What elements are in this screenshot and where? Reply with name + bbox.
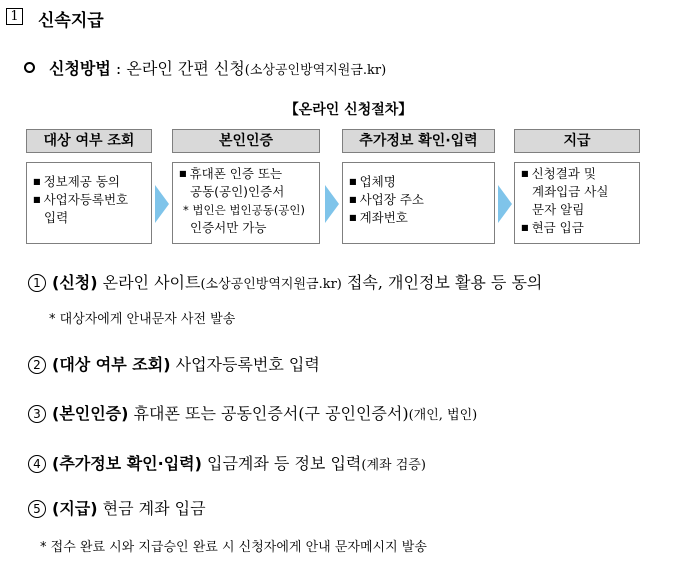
step-line: ■ 사업자등록번호 [33,191,145,209]
step-head-identity: 본인인증 [172,129,320,153]
circled-number: 1 [28,274,46,292]
step-item-identity [28,401,477,424]
process-title: 【온라인 신청절차】 [284,102,413,118]
step-note: * 법인은 법인공동(공인) [183,203,306,217]
step-line: 인증서만 가능 [190,220,267,235]
circled-number: 4 [28,455,46,473]
step-head-payment: 지급 [514,129,640,153]
section-number-box: 1 [6,8,23,25]
circled-number: 2 [28,356,46,374]
chevron-right-icon [498,185,512,223]
chevron-right-icon [155,185,169,223]
item-small: (개인, 법인) [408,408,478,423]
item-label: (추가정보 확인·입력) [52,454,202,473]
hollow-circle-bullet-icon [24,62,35,73]
method-label: 신청방법 [49,59,111,78]
step-line: 계좌입금 사실 [532,184,609,199]
step-head-eligibility: 대상 여부 조회 [26,129,152,153]
item-text: 온라인 사이트 [102,273,201,292]
step-line: ■ 업체명 [349,173,488,191]
item-text: 현금 계좌 입금 [102,499,206,518]
circled-number: 5 [28,500,46,518]
item-text: 입금계좌 등 정보 입력 [207,454,362,473]
step-body-payment [514,162,640,244]
item-note: * 접수 완료 시와 지급승인 완료 시 신청자에게 안내 문자메시지 발송 [40,540,427,555]
item-label: (신청) [52,273,98,292]
item-note: * 대상자에게 안내문자 사전 발송 [49,312,236,327]
step-body-additional-info [342,162,495,244]
step-line: ■ 사업장 주소 [349,191,488,209]
step-line: 입력 [44,210,69,225]
chevron-right-icon [325,185,339,223]
step-line: ■ 현금 입금 [521,219,633,237]
item-tail: 접속, 개인정보 활용 등 동의 [341,273,543,292]
item-label: (본인인증) [52,404,129,423]
item-site: (소상공인방역지원금.kr) [200,277,342,292]
step-line: 문자 알림 [532,202,585,217]
item-label: (지급) [52,499,98,518]
step-head-additional-info: 추가정보 확인·입력 [342,129,495,153]
step-line: ■ 신청결과 및 [521,165,633,183]
circled-number: 3 [28,405,46,423]
step-line: ■ 계좌번호 [349,209,488,227]
step-item-additional-info [28,451,426,474]
step-body-eligibility [26,162,152,244]
step-body-identity [172,162,320,244]
step-line: ■ 휴대폰 인증 또는 [179,165,313,183]
step-line: ■ 정보제공 동의 [33,173,145,191]
method-line [24,56,386,79]
step-item-eligibility [28,352,320,375]
section-title: 신속지급 [38,11,104,31]
step-item-payment [28,496,206,519]
item-text: 휴대폰 또는 공동인증서(구 공인인증서) [133,404,409,423]
item-small: (계좌 검증) [361,458,426,473]
method-text: 온라인 간편 신청 [126,59,245,78]
method-colon: : [115,59,122,78]
item-text: 사업자등록번호 입력 [175,355,320,374]
step-item-apply [28,270,542,293]
method-site: (소상공인방역지원금.kr) [244,63,387,78]
step-line: 공동(공인)인증서 [190,184,285,199]
item-label: (대상 여부 조회) [52,355,171,374]
